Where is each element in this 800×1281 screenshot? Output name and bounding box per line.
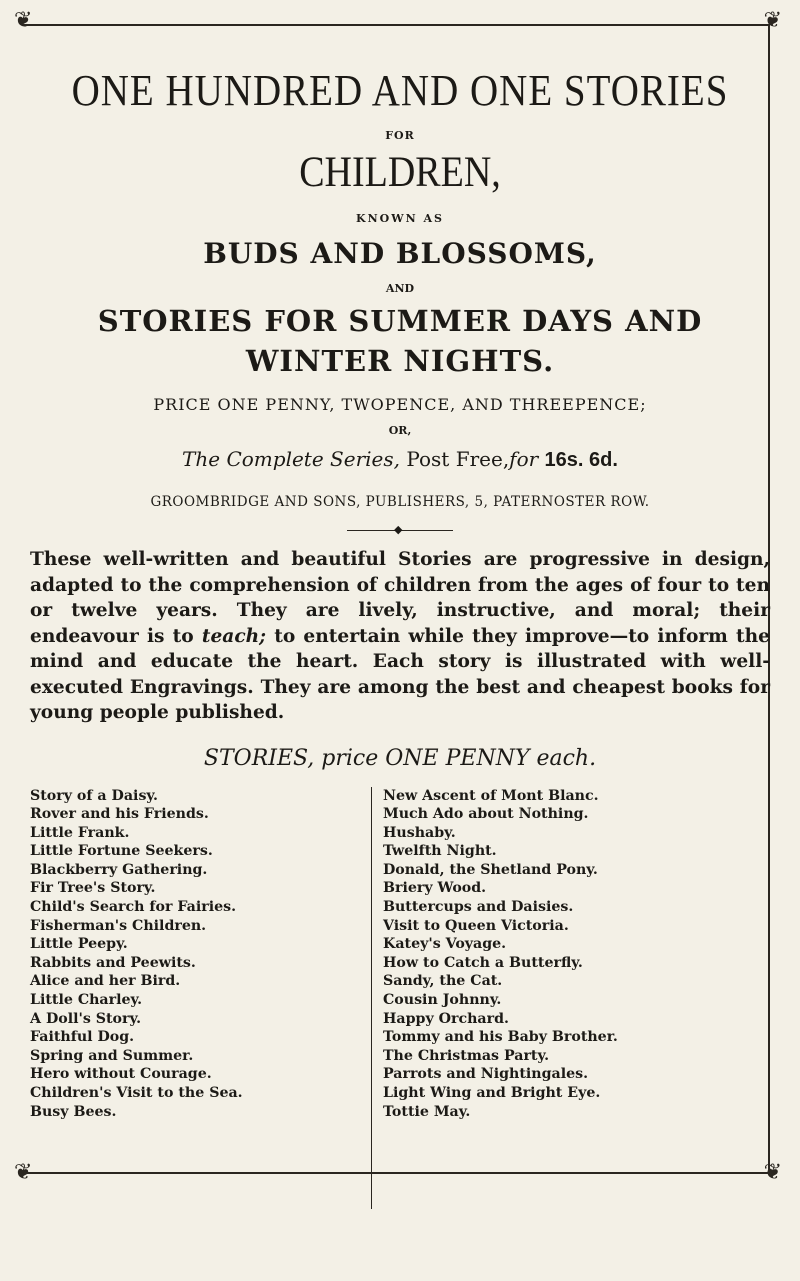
corner-ornament-icon: ❦ (763, 1160, 782, 1185)
description-teach: teach; (201, 625, 267, 647)
for-line: FOR (385, 129, 415, 142)
story-title: Little Frank. (30, 824, 130, 841)
known-as-line: KNOWN AS (356, 212, 444, 225)
story-title: The Christmas Party. (383, 1047, 550, 1064)
top-border (22, 24, 770, 26)
divider (347, 523, 453, 536)
corner-ornament-icon: ❦ (14, 8, 33, 33)
story-title: Donald, the Shetland Pony. (383, 861, 598, 878)
story-title: Rabbits and Peewits. (30, 954, 196, 971)
stories-right-column (383, 787, 743, 1122)
diamond-icon: ◆ (394, 523, 403, 536)
story-title: Sandy, the Cat. (383, 973, 503, 990)
series-label: The Complete Series, (182, 447, 400, 471)
story-title: Hushaby. (383, 824, 456, 841)
main-title: ONE HUNDRED AND ONE STORIES (71, 65, 729, 116)
description-part2: to entertain while they improve—to inform the mind and educate the heart. Each story is illustrated with well-executed Engravings. They are among the best and cheapest books for young people published. (30, 625, 770, 723)
series-price: 16s. 6d. (544, 449, 618, 471)
story-title: Rover and his Friends. (30, 806, 209, 823)
corner-ornament-icon: ❦ (14, 1160, 33, 1185)
column-rule (371, 787, 372, 1209)
advertisement-page (30, 40, 770, 1212)
story-title: Katey's Voyage. (383, 936, 507, 953)
description-paragraph (30, 547, 770, 726)
story-title: Little Peepy. (30, 936, 128, 953)
story-title: Parrots and Nightingales. (383, 1066, 589, 1083)
story-title: Blackberry Gathering. (30, 861, 208, 878)
story-title: Spring and Summer. (30, 1047, 194, 1064)
story-title: Buttercups and Daisies. (383, 899, 574, 916)
story-title: Twelfth Night. (383, 843, 497, 860)
buds-title: BUDS AND BLOSSOMS, (203, 237, 597, 270)
story-title: Cousin Johnny. (383, 992, 502, 1009)
story-title: Fir Tree's Story. (30, 880, 156, 897)
description-part1: These well-written and beautiful Stories are progressive in design, adapted to the comprehension of children from the ages of four to ten or twelve years. They are lively, instructive, and moral; their endeavour is to (30, 549, 770, 647)
story-title: Story of a Daisy. (30, 787, 158, 804)
section-title: STORIES, price ONE PENNY each. (203, 745, 597, 771)
series-line (30, 447, 770, 472)
stories-title-line1: STORIES FOR SUMMER DAYS AND (97, 304, 703, 338)
story-title: Hero without Courage. (30, 1066, 212, 1083)
story-title: Much Ado about Nothing. (383, 806, 589, 823)
or-line: OR, (388, 424, 412, 437)
story-title: Faithful Dog. (30, 1029, 135, 1046)
stories-title-line2: WINTER NIGHTS. (245, 344, 555, 378)
story-title: New Ascent of Mont Blanc. (383, 787, 599, 804)
story-title: Tottie May. (383, 1103, 471, 1120)
story-title: Visit to Queen Victoria. (383, 917, 569, 934)
story-title: Busy Bees. (30, 1103, 117, 1120)
story-title: A Doll's Story. (30, 1010, 142, 1027)
publisher-line: GROOMBRIDGE AND SONS, PUBLISHERS, 5, PATERNOSTER ROW. (150, 494, 650, 510)
story-title: Children's Visit to the Sea. (30, 1085, 243, 1101)
story-title: Fisherman's Children. (30, 917, 207, 934)
story-title: Happy Orchard. (383, 1010, 509, 1027)
story-title: Tommy and his Baby Brother. (383, 1029, 618, 1046)
story-title: Little Fortune Seekers. (30, 843, 213, 860)
stories-title (30, 301, 770, 381)
story-title: How to Catch a Butterfly. (383, 954, 583, 971)
series-for: for (509, 447, 539, 471)
story-title: Child's Search for Fairies. (30, 899, 237, 916)
series-post: Post Free, (406, 447, 510, 471)
children-title: CHILDREN, (299, 147, 501, 197)
story-title: Alice and her Bird. (30, 973, 181, 990)
corner-ornament-icon: ❦ (763, 8, 782, 33)
story-title: Little Charley. (30, 992, 143, 1009)
and-line: AND (385, 282, 415, 295)
story-title: Light Wing and Bright Eye. (383, 1085, 601, 1101)
price-line: PRICE ONE PENNY, TWOPENCE, AND THREEPENCE; (153, 395, 647, 414)
story-title: Briery Wood. (383, 880, 487, 897)
stories-left-column (30, 787, 360, 1122)
stories-list (30, 787, 770, 1212)
